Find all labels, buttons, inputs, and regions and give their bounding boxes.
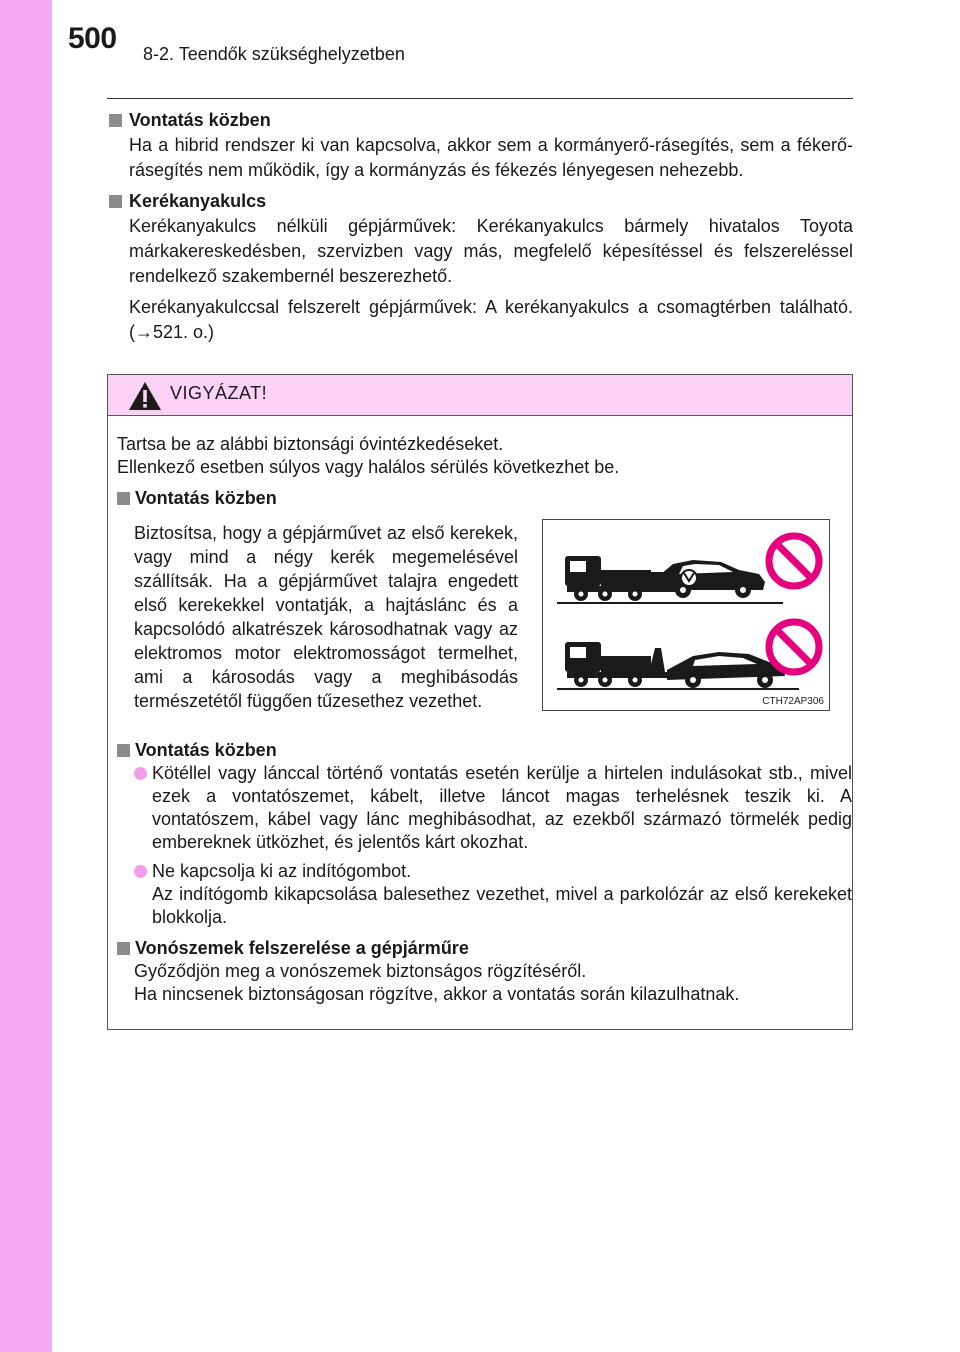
warning-title: VIGYÁZAT! [170,383,268,403]
tow-truck-bottom [557,642,799,690]
tow-truck-illustration [543,520,829,710]
warning-lower [108,739,852,1006]
towing-illustration [542,519,830,711]
section-heading-towing: Vontatás közben [107,108,853,133]
section-paragraph: Kerékanyakulcs nélküli gépjárművek: Kerékanyakulcs bármely hivatalos Toyota márkakereskedésben, szervizben vagy más, megfelelő képesítéssel és felszereléssel rendelkező szakembernél beszerezhető. [129,216,853,286]
warning-subheading-tow-eyes: Vonószemek felszerelése a gépjárműre [117,937,852,960]
round-bullet-icon [134,767,147,780]
warning-subheading-towing-2: Vontatás közben [117,739,852,762]
warning-line: Ha nincsenek biztonságosan rögzítve, akkor a vontatás során kilazulhatnak. [134,984,740,1004]
chapter-title: 8-2. Teendők szükséghelyzetben [143,44,405,64]
image-code: CTH72AP306 [762,696,824,707]
warning-header [108,375,852,416]
square-bullet-icon [117,744,130,757]
section-heading-wrench: Kerékanyakulcs [107,189,853,214]
bullet-item: Ne kapcsolja ki az indítógombot. Az indítógomb kikapcsolása balesethez vezethet, mivel a parkolózár az első kerekeket blokkolja. [134,860,852,929]
warning-box [107,374,853,1030]
page-number: 500 [68,22,117,55]
warning-intro-line: Tartsa be az alábbi biztonsági óvintézkedéseket. [117,434,504,454]
square-bullet-icon [109,114,122,127]
square-bullet-icon [117,942,130,955]
square-bullet-icon [117,492,130,505]
warning-subheading-towing: Vontatás közben [117,487,852,510]
bullet-item: Kötéllel vagy lánccal történő vontatás esetén kerülje a hirtelen indulásokat stb., mivel ezek a vontatószemet, kábelt, illetve láncot magas terhelésnek teszik ki. A vontatószem, kábel vagy lánc meghibásodhat, az ezekből származó törmelék pedig embereknek ütközhet, és jelentős kárt okozhat. [134,762,852,854]
warning-triangle-icon [128,381,162,411]
header-divider [107,98,853,99]
square-bullet-icon [109,195,122,208]
tow-truck-top [557,556,783,604]
sidebar-tab [0,0,52,1352]
warning-intro [108,433,852,510]
warning-line: Győződjön meg a vonószemek biztonságos rögzítéséről. [134,961,587,981]
prohibition-sign-icon [769,622,819,672]
main-content [107,108,853,345]
section-paragraph: Kerékanyakulccsal felszerelt gépjárművek: A kerékanyakulcs a csomagtérben található. (→521. o.) [129,297,853,342]
towing-instructions-text: Biztosítsa, hogy a gépjárművet az első kerekek, vagy mind a négy kerék megemelésével szállítsák. Ha a gépjárművet talajra engedett első kerekekkel vontatják, a hajtáslánc és a kapcsolódó alkatrészek károsodhatnak vagy az elektromos motor elektromosságot termelhet, ami a károsodás vagy a meghibásodás természetétől függően tűzesethez vezethet. [134,523,518,711]
round-bullet-icon [134,865,147,878]
section-paragraph: Ha a hibrid rendszer ki van kapcsolva, akkor sem a kormányerő-rásegítés, sem a fékerő-rásegítés nem működik, így a kormányzás és fékezés lényegesen nehezebb. [129,135,853,180]
prohibition-sign-icon [769,536,819,586]
warning-intro-line: Ellenkező esetben súlyos vagy halálos sérülés következhet be. [117,457,620,477]
